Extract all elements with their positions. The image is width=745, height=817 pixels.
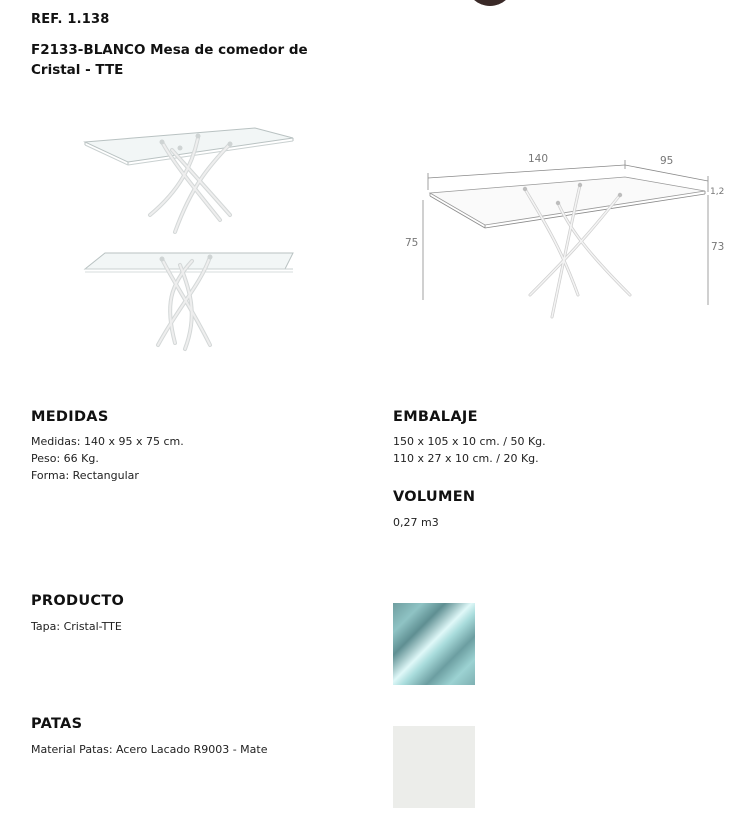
embalaje-package-1: 150 x 105 x 10 cm. / 50 Kg. xyxy=(393,435,546,448)
decorative-logo-shape xyxy=(466,0,514,6)
volumen-value: 0,27 m3 xyxy=(393,516,439,529)
medidas-dimensions: Medidas: 140 x 95 x 75 cm. xyxy=(31,435,184,448)
white-finish-swatch xyxy=(393,726,475,808)
embalaje-package-2: 110 x 27 x 10 cm. / 20 Kg. xyxy=(393,452,539,465)
volumen-heading: VOLUMEN xyxy=(393,489,476,505)
embalaje-list xyxy=(393,433,546,467)
dimension-drawing xyxy=(400,145,735,330)
medidas-weight: Peso: 66 Kg. xyxy=(31,452,99,465)
dim-thickness-label: 1,2 xyxy=(710,187,725,197)
table-photo-front xyxy=(80,245,300,355)
embalaje-heading: EMBALAJE xyxy=(393,409,478,425)
dim-width-label: 95 xyxy=(660,155,674,167)
producto-heading: PRODUCTO xyxy=(31,593,125,609)
reference-number: REF. 1.138 xyxy=(31,12,110,27)
product-title-line-2: Cristal - TTE xyxy=(31,62,124,78)
patas-material: Material Patas: Acero Lacado R9003 - Mate xyxy=(31,743,268,756)
medidas-shape: Forma: Rectangular xyxy=(31,469,139,482)
medidas-heading: MEDIDAS xyxy=(31,409,109,425)
dim-height-right-label: 73 xyxy=(711,241,725,253)
medidas-list xyxy=(31,433,184,484)
product-title-line-1: F2133-BLANCO Mesa de comedor de xyxy=(31,42,308,58)
table-photo-perspective xyxy=(80,120,300,240)
dim-height-left-label: 75 xyxy=(405,237,419,249)
glass-finish-swatch xyxy=(393,603,475,685)
product-title xyxy=(31,40,351,80)
dim-length-label: 140 xyxy=(528,153,549,165)
patas-heading: PATAS xyxy=(31,716,83,732)
producto-top-material: Tapa: Cristal-TTE xyxy=(31,620,122,633)
